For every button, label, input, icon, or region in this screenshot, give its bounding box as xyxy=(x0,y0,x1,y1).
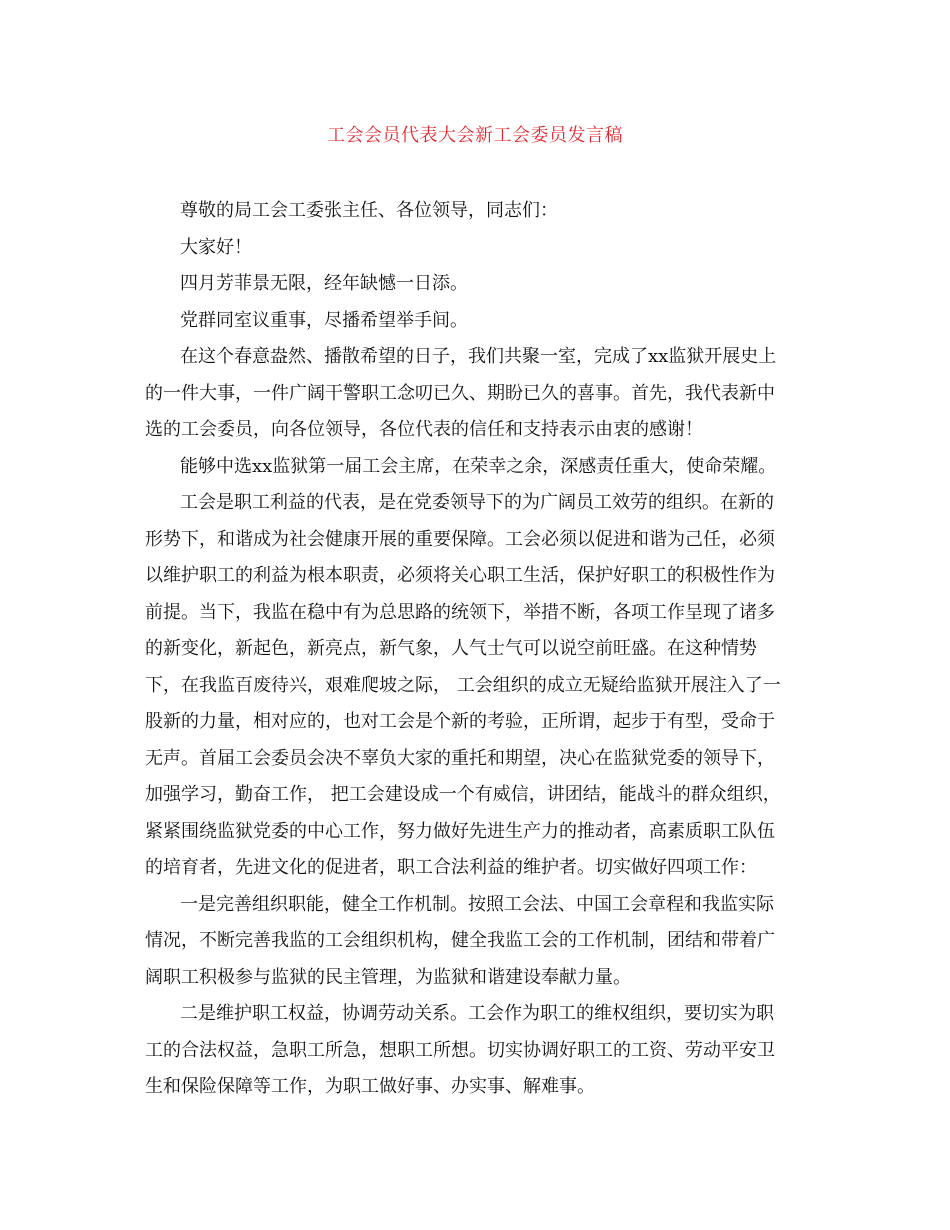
paragraph-line: 股新的力量，相对应的，也对工会是个新的考验，正所谓，起步于有型，受命于 xyxy=(145,711,775,732)
paragraph-line: 的一件大事，一件广阔干警职工念叨已久、期盼已久的喜事。首先，我代表新中 xyxy=(145,382,775,404)
paragraph-line: 工会是职工利益的代表，是在党委领导下的为广阔员工效劳的组织。在新的 xyxy=(180,492,774,513)
paragraph xyxy=(145,303,808,340)
paragraph-line: 在这个春意盎然、播散希望的日子，我们共聚一室，完成了xx监狱开展史上 xyxy=(180,346,777,367)
paragraph-line: 的培育者，先进文化的促进者，职工合法利益的维护者。切实做好四项工作： xyxy=(145,857,757,878)
paragraph-line: 大家好！ xyxy=(180,236,252,258)
paragraph-line: 四月芳菲景无限，经年缺憾一日添。 xyxy=(180,273,468,294)
paragraph-line: 前提。当下，我监在稳中有为总思路的统领下，举措不断，各项工作呈现了诸多 xyxy=(145,601,775,623)
paragraph-line: 下，在我监百废待兴，艰难爬坡之际， 工会组织的成立无疑给监狱开展注入了一 xyxy=(145,674,781,696)
paragraph xyxy=(145,230,808,267)
paragraph-line: 党群同室议重事，尽播希望举手间。 xyxy=(180,309,468,331)
paragraph-line: 选的工会委员，向各位领导，各位代表的信任和支持表示由衷的感谢！ xyxy=(145,419,703,440)
paragraph-line: 紧紧围绕监狱党委的中心工作，努力做好先进生产力的推动者，高素质职工队伍 xyxy=(145,820,775,842)
paragraph-line: 无声。首届工会委员会决不辜负大家的重托和期望，决心在监狱党委的领导下， xyxy=(145,747,775,769)
paragraph-line: 一是完善组织职能，健全工作机制。按照工会法、中国工会章程和我监实际 xyxy=(180,893,774,915)
paragraph-line: 情况，不断完善我监的工会组织机构，健全我监工会的工作机制，团结和带着广 xyxy=(145,930,775,951)
paragraph-line: 的新变化，新起色，新亮点，新气象，人气士气可以说空前旺盛。在这种情势 xyxy=(145,638,757,659)
document-body xyxy=(145,193,808,1106)
paragraph xyxy=(145,266,808,303)
paragraph-line: 工的合法权益，急职工所急，想职工所想。切实协调好职工的工资、劳动平安卫 xyxy=(145,1039,775,1061)
paragraph-line: 形势下，和谐成为社会健康开展的重要保障。工会必须以促进和谐为己任，必须 xyxy=(145,528,775,550)
document-title: 工会会员代表大会新工会委员发言稿 xyxy=(327,125,623,146)
paragraph-line: 尊敬的局工会工委张主任、各位领导，同志们： xyxy=(180,200,558,221)
paragraph-line: 生和保险保障等工作，为职工做好事、办实事、解难事。 xyxy=(145,1076,595,1097)
paragraph-line: 加强学习，勤奋工作， 把工会建设成一个有威信，讲团结，能战斗的群众组织， xyxy=(145,784,781,805)
paragraph xyxy=(145,449,808,486)
paragraph-line: 能够中选xx监狱第一届工会主席，在荣幸之余，深感责任重大，使命荣耀。 xyxy=(180,455,777,477)
paragraph xyxy=(145,996,808,1106)
paragraph xyxy=(145,887,808,997)
paragraph xyxy=(145,485,808,887)
paragraph-line: 二是维护职工权益，协调劳动关系。工会作为职工的维权组织，要切实为职 xyxy=(180,1003,774,1024)
paragraph xyxy=(145,193,808,230)
paragraph xyxy=(145,339,808,449)
paragraph-line: 阔职工积极参与监狱的民主管理，为监狱和谐建设奉献力量。 xyxy=(145,966,631,988)
paragraph-line: 以维护职工的利益为根本职责，必须将关心职工生活，保护好职工的积极性作为 xyxy=(145,565,775,586)
